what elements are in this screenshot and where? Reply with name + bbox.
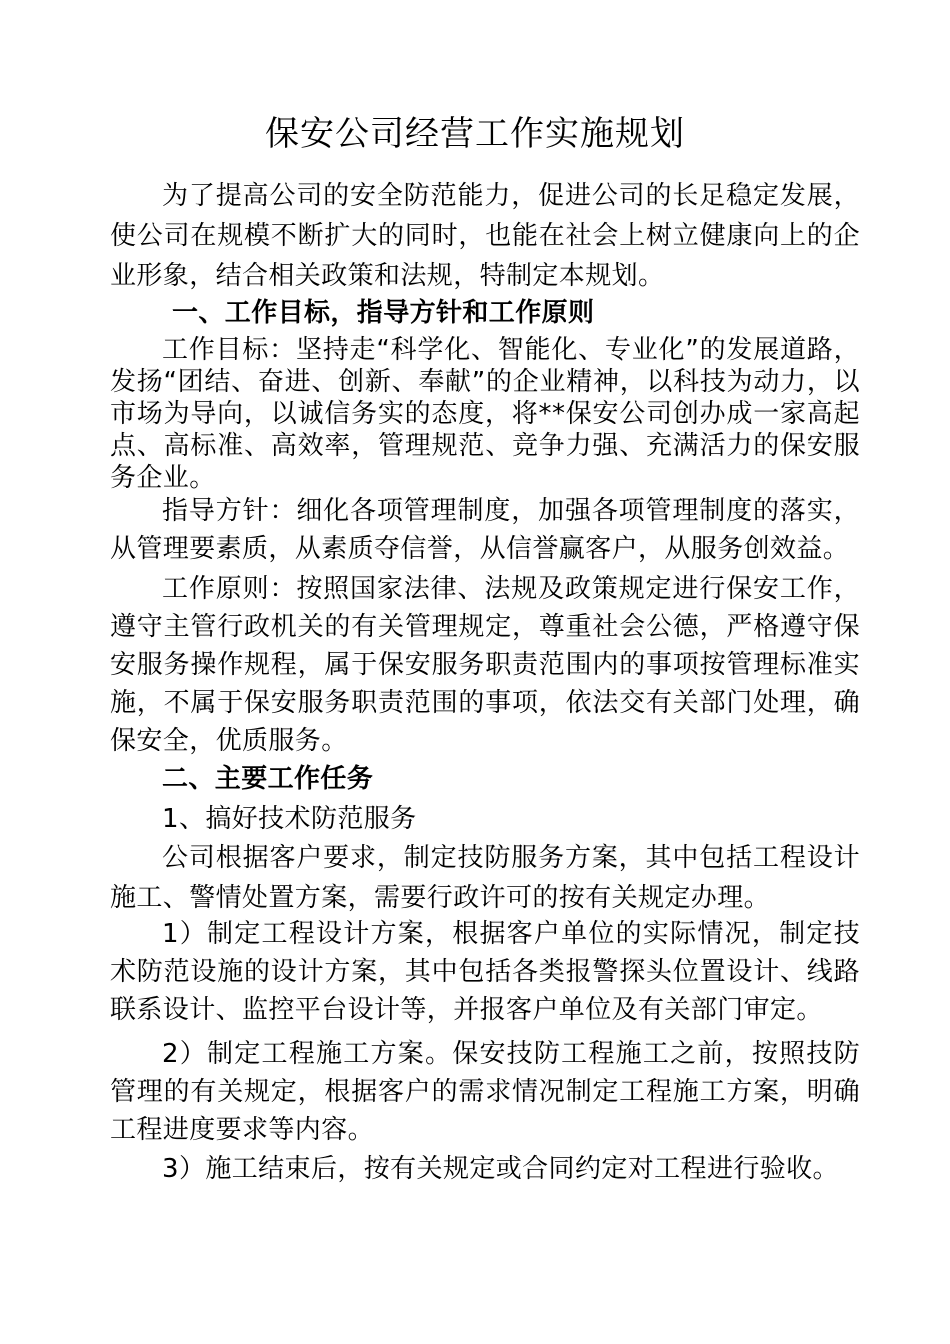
policy-paragraph-block (110, 492, 860, 568)
document-title: 保安公司经营工作实施规划 (265, 114, 685, 154)
step3-paragraph: 3）施工结束后，按有关规定或合同约定对工程进行验收。 (162, 1154, 839, 1184)
principle-paragraph-block (110, 570, 860, 760)
goal-paragraph-block (110, 334, 860, 494)
intro-paragraph: 为了提高公司的安全防范能力，促进公司的长足稳定发展，使公司在规模不断扩大的同时，也能在社会上树立健康向上的企业形象，结合相关政策和法规，特制定本规划。 (110, 181, 860, 291)
section1-heading: 一、工作目标，指导方针和工作原则 (172, 298, 595, 328)
goal-paragraph: 工作目标：坚持走“科学化、智能化、专业化”的发展道路，发扬“团结、奋进、创新、奉献”的企业精神，以科技为动力，以市场为导向，以诚信务实的态度，将**保安公司创办成一家高起点、高标准、高效率，管理规范、竞争力强、充满活力的保安服务企业。 (110, 335, 860, 493)
task1-paragraph-block (110, 838, 860, 918)
task1-title: 1、搞好技术防范服务 (162, 804, 417, 834)
step1-paragraph-block (110, 915, 860, 1029)
step2-paragraph: 2）制定工程施工方案。保安技防工程施工之前，按照技防管理的有关规定，根据客户的需求情况制定工程施工方案，明确工程进度要求等内容。 (110, 1039, 860, 1145)
step3-paragraph-block (110, 1150, 860, 1188)
principle-paragraph: 工作原则：按照国家法律、法规及政策规定进行保安工作，遵守主管行政机关的有关管理规定，尊重社会公德，严格遵守保安服务操作规程，属于保安服务职责范围内的事项按管理标准实施，不属于保安服务职责范围的事项，依法交有关部门处理，确保安全，优质服务。 (110, 574, 860, 756)
section1-heading-block (172, 294, 922, 332)
task1-paragraph: 公司根据客户要求，制定技防服务方案，其中包括工程设计施工、警情处置方案，需要行政许可的按有关规定办理。 (110, 843, 860, 913)
section2-heading-block (162, 760, 912, 798)
intro-paragraph-block (110, 176, 860, 296)
section2-heading: 二、主要工作任务 (162, 764, 374, 794)
step2-paragraph-block (110, 1035, 860, 1149)
policy-paragraph: 指导方针：细化各项管理制度，加强各项管理制度的落实，从管理要素质，从素质夺信誉，从信誉赢客户，从服务创效益。 (110, 496, 860, 564)
task1-title-block (162, 800, 912, 838)
step1-paragraph: 1）制定工程设计方案，根据客户单位的实际情况，制定技术防范设施的设计方案，其中包括各类报警探头位置设计、线路联系设计、监控平台设计等，并报客户单位及有关部门审定。 (110, 919, 860, 1025)
